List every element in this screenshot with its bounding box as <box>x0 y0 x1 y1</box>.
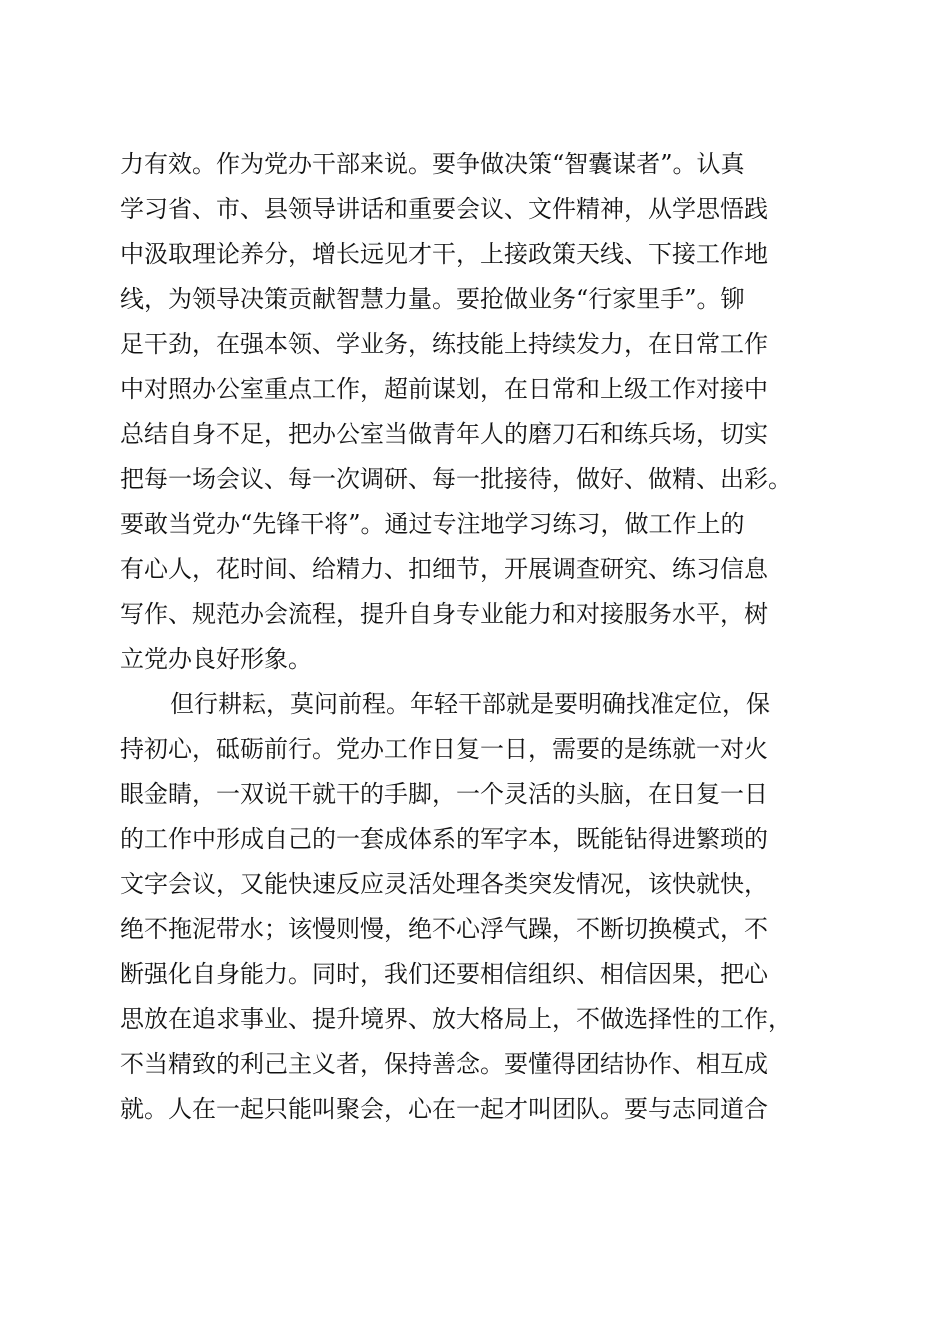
text-line: 不当精致的利己主义者，保持善念。要懂得团结协作、相互成 <box>120 1050 768 1078</box>
text-line: 思放在追求事业、提升境界、放大格局上，不做选择性的工作， <box>120 1005 792 1033</box>
text-line: 眼金睛，一双说干就干的手脚，一个灵活的头脑，在日复一日 <box>120 780 768 808</box>
text-line: 的工作中形成自己的一套成体系的军字本，既能钻得进繁琐的 <box>120 825 768 853</box>
text-line: 立党办良好形象。 <box>120 645 312 673</box>
paragraph-first-line: 但行耕耘，莫问前程。年轻干部就是要明确找准定位，保 <box>170 690 770 718</box>
text-line: 线，为领导决策贡献智慧力量。要抢做业务“行家里手”。铆 <box>120 285 745 313</box>
text-line: 断强化自身能力。同时，我们还要相信组织、相信因果，把心 <box>120 960 768 988</box>
text-line: 有心人，花时间、给精力、扣细节，开展调查研究、练习信息 <box>120 555 768 583</box>
text-line: 力有效。作为党办干部来说。要争做决策“智囊谋者”。认真 <box>120 150 745 178</box>
text-line: 文字会议，又能快速反应灵活处理各类突发情况，该快就快， <box>120 870 768 898</box>
text-line: 写作、规范办会流程，提升自身专业能力和对接服务水平，树 <box>120 600 768 628</box>
text-line: 就。人在一起只能叫聚会，心在一起才叫团队。要与志同道合 <box>120 1095 768 1123</box>
text-line: 把每一场会议、每一次调研、每一批接待，做好、做精、出彩。 <box>120 465 792 493</box>
body-text <box>120 142 840 1132</box>
text-line: 持初心，砥砺前行。党办工作日复一日，需要的是练就一对火 <box>120 735 768 763</box>
text-line: 足干劲，在强本领、学业务，练技能上持续发力，在日常工作 <box>120 330 768 358</box>
text-line: 中汲取理论养分，增长远见才干，上接政策天线、下接工作地 <box>120 240 768 268</box>
text-line: 要敢当党办“先锋干将”。通过专注地学习练习，做工作上的 <box>120 510 745 538</box>
text-line: 总结自身不足，把办公室当做青年人的磨刀石和练兵场，切实 <box>120 420 768 448</box>
text-line: 中对照办公室重点工作，超前谋划，在日常和上级工作对接中 <box>120 375 768 403</box>
text-line: 学习省、市、县领导讲话和重要会议、文件精神，从学思悟践 <box>120 195 768 223</box>
text-line: 绝不拖泥带水；该慢则慢，绝不心浮气躁，不断切换模式，不 <box>120 915 768 943</box>
